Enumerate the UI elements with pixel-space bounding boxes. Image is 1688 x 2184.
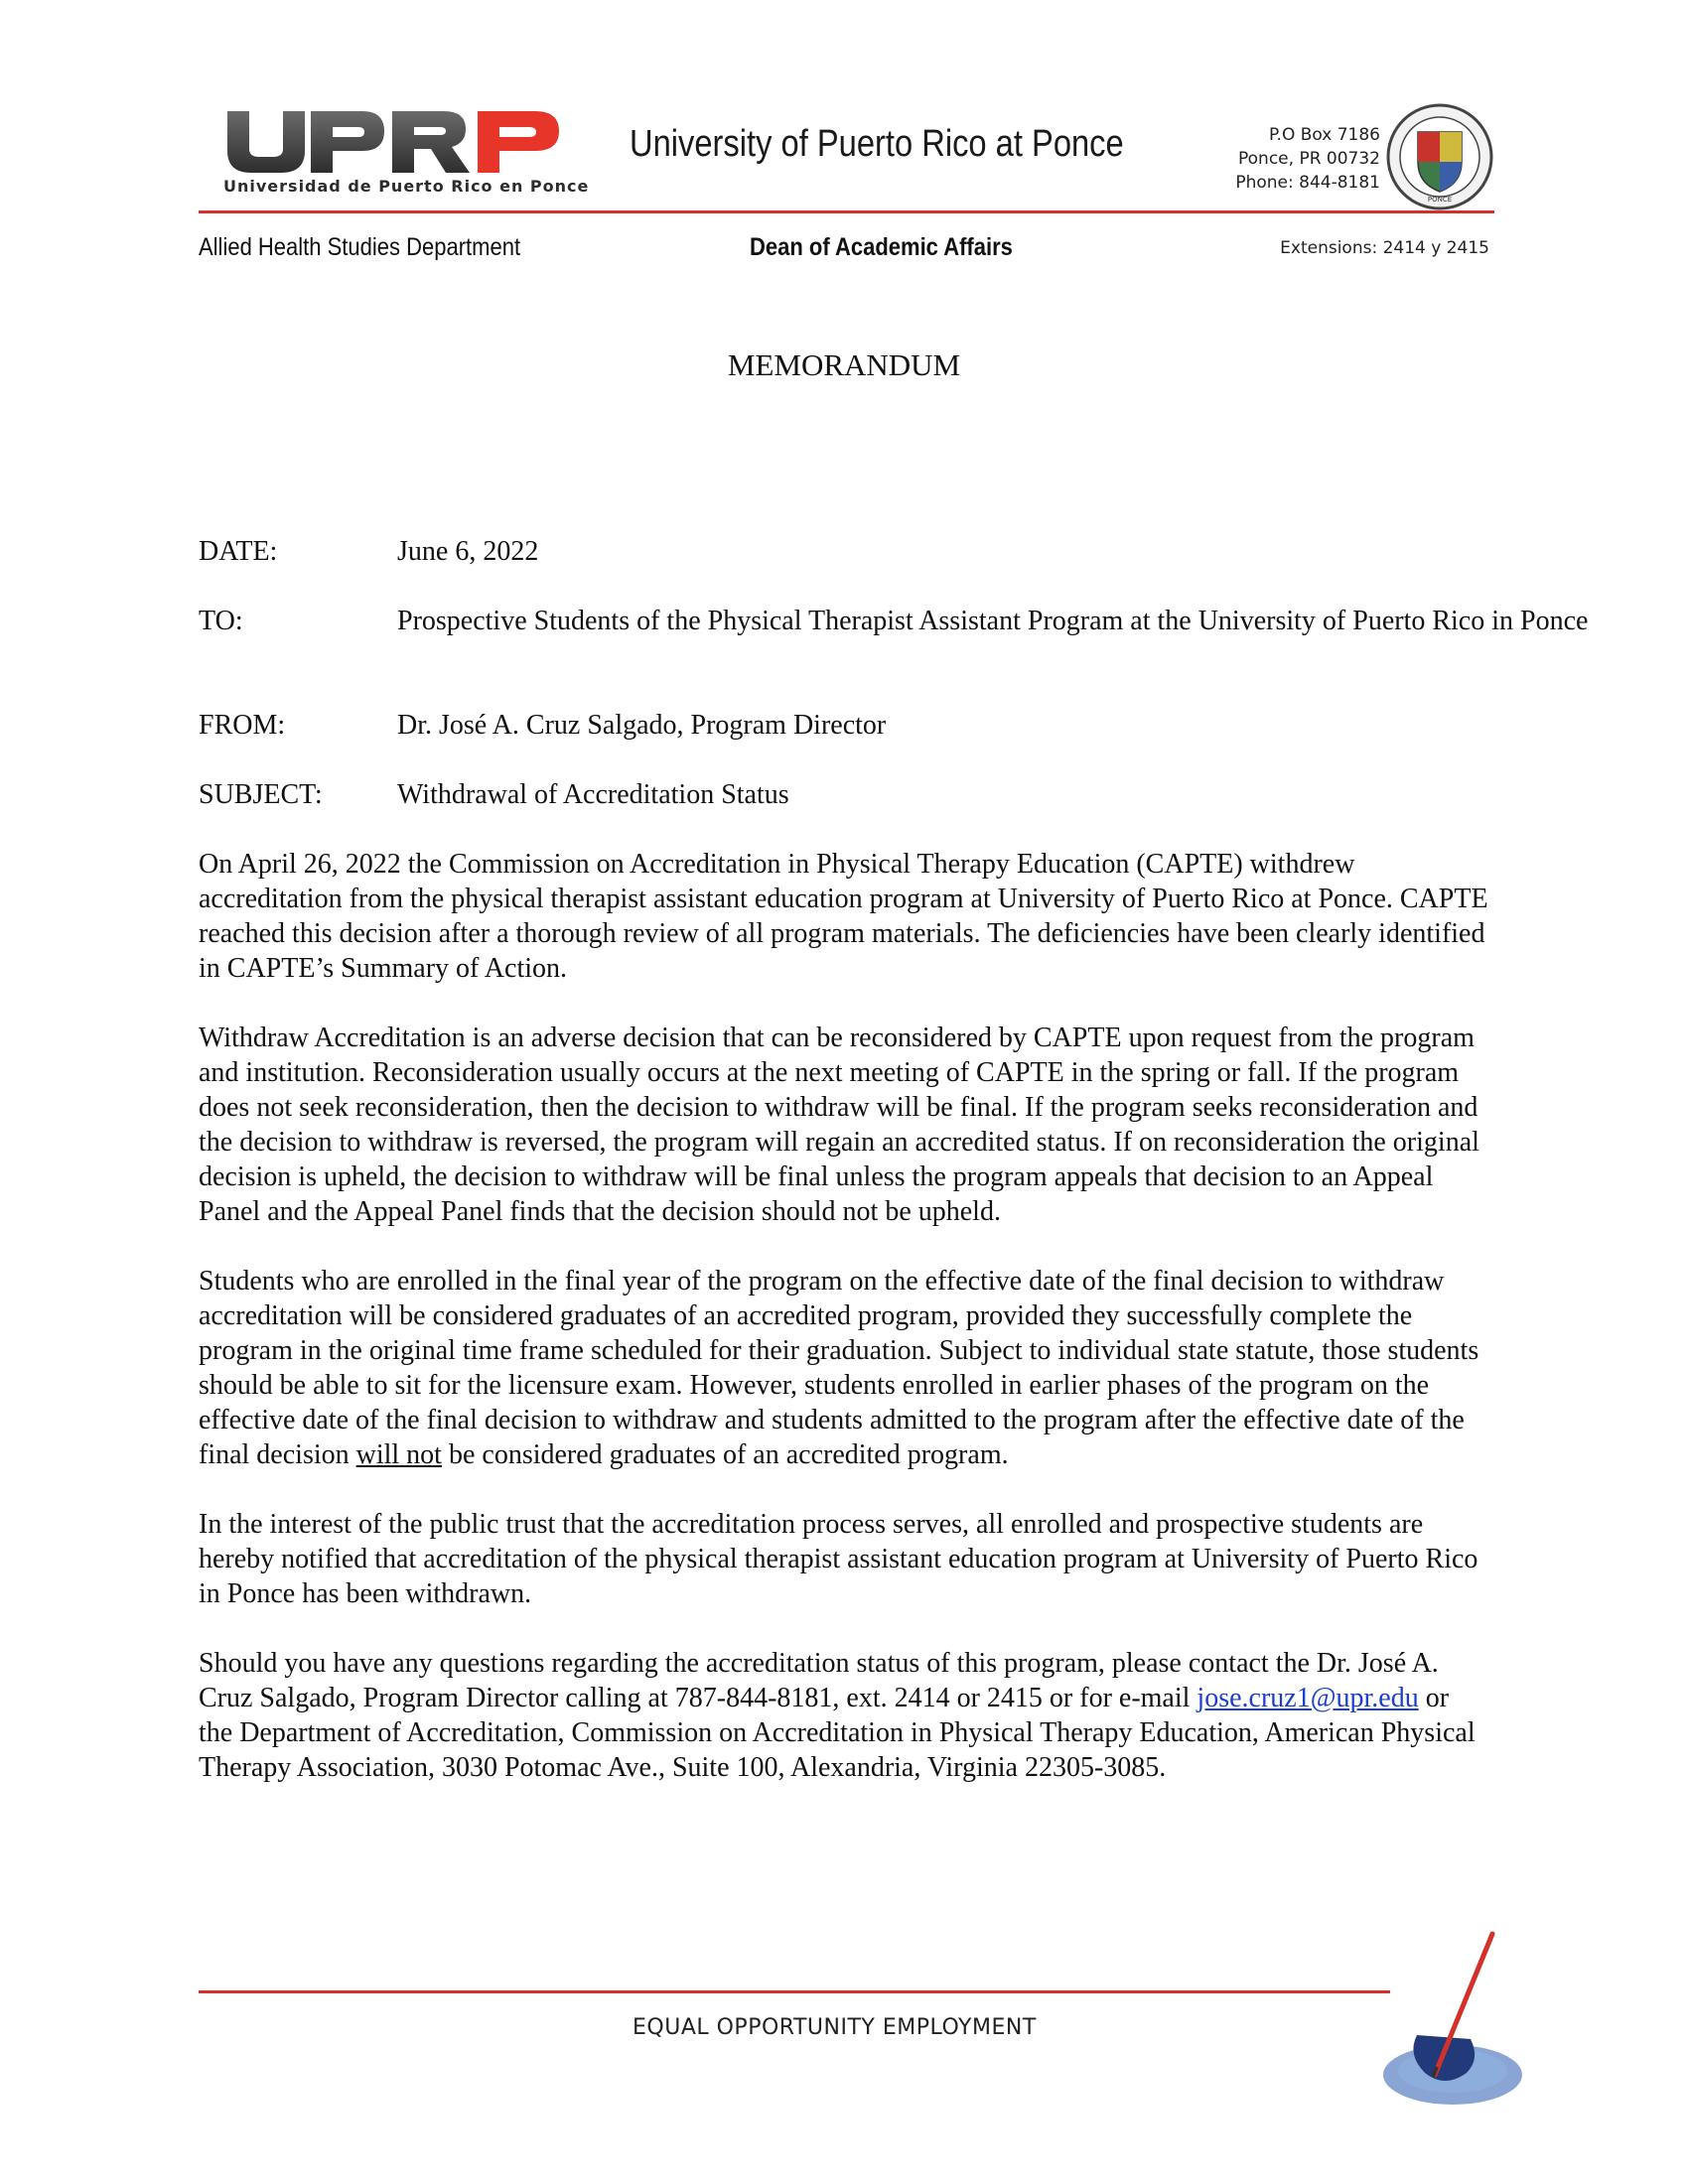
pen-inkwell-icon [1375,1926,1524,2115]
phone-number: Phone: 844-8181 [1235,173,1380,193]
paragraph-2: Withdraw Accreditation is an adverse decision that can be reconsidered by CAPTE upon request from the program and institution. Reconsideration usually occurs at the next meeting of CAPTE in the spring or fall. If the program does not seek reconsideration, then the decision to withdraw will be final. If the program seeks reconsideration and the decision to withdraw is reversed, the program will regain an accredited status. If on reconsideration the original decision is upheld, the decision to withdraw will be final unless the program appeals that decision to an Appeal Panel and the Appeal Panel finds that the decision should not be upheld. [199,1023,1479,1227]
date-value: June 6, 2022 [397,536,539,567]
subject-value: Withdrawal of Accreditation Status [397,779,789,810]
to-label: TO: [199,606,243,636]
paragraph-4: In the interest of the public trust that the accreditation process serves, all enrolled and prospective students are hereby notified that accreditation of the physical therapist assistant education program at University of Puerto Rico in Ponce has been withdrawn. [199,1509,1478,1609]
subject-label: SUBJECT: [199,779,323,810]
paragraph-1: On April 26, 2022 the Commission on Accreditation in Physical Therapy Education (CAPTE) withdrew accreditation from the physical therapist assistant education program at University of Puerto Rico at Ponce. CAPTE reached this decision after a thorough review of all program materials. The deficiencies have been clearly identified in CAPTE’s Summary of Action. [199,849,1488,984]
email-link[interactable]: jose.cruz1@upr.edu [1196,1683,1419,1713]
paragraph-3-underlined: will not [355,1439,442,1470]
from-value: Dr. José A. Cruz Salgado, Program Director [397,710,887,741]
logo-subtitle: Universidad de Puerto Rico en Ponce [223,177,590,196]
to-value: Prospective Students of the Physical Therapist Assistant Program at the University of Puerto Rico in Ponce [397,606,1589,636]
from-label: FROM: [199,710,286,741]
paragraph-3-text-a: Students who are enrolled in the final year of the program on the effective date of the final decision to withdraw accreditation will be considered graduates of an accredited program, provided they successfully complete the program in the original time frame scheduled for their graduation. Subject to individual state statute, those students should be able to sit for the licensure exam. However, students enrolled in earlier phases of the program on the effective date of the final decision to withdraw and students admitted to the program after the effective date of the final decision [199,1266,1479,1470]
date-label: DATE: [199,536,278,567]
address-line-1: P.O Box 7186 [1268,125,1380,145]
seal-text: PONCE [1427,196,1453,204]
contact-block [1235,123,1380,195]
department-name: Allied Health Studies Department [199,233,521,261]
university-name: University of Puerto Rico at Ponce [630,123,1124,165]
paragraph-5-text-a: Should you have any questions regarding the accreditation status of this program, please contact the Dr. José A. Cruz Salgado, Program Director calling at 787-844-8181, ext. 2414 or 2415 or for e-mail [199,1648,1439,1713]
paragraph-3 [199,1264,1489,1472]
header-divider [199,210,1494,213]
paragraph-5 [199,1646,1489,1785]
extensions: Extensions: 2414 y 2415 [1280,238,1489,258]
paragraph-5-text-b: or the Department of Accreditation, Commission on Accreditation in Physical Therapy Education, American Physical Therapy Association, 3030 Potomac Ave., Suite 100, Alexandria, Virginia 22305-3085. [199,1683,1476,1783]
memo-title: MEMORANDUM [727,347,961,382]
paragraph-3-text-b: be considered graduates of an accredited program. [441,1439,1009,1470]
memo-body [199,847,1489,1820]
address-line-2: Ponce, PR 00732 [1238,149,1380,169]
dean-office: Dean of Academic Affairs [750,233,1013,261]
footer-divider [199,1990,1390,1993]
university-seal-icon [1385,102,1494,211]
footer-text: EQUAL OPPORTUNITY EMPLOYMENT [633,2015,1037,2040]
